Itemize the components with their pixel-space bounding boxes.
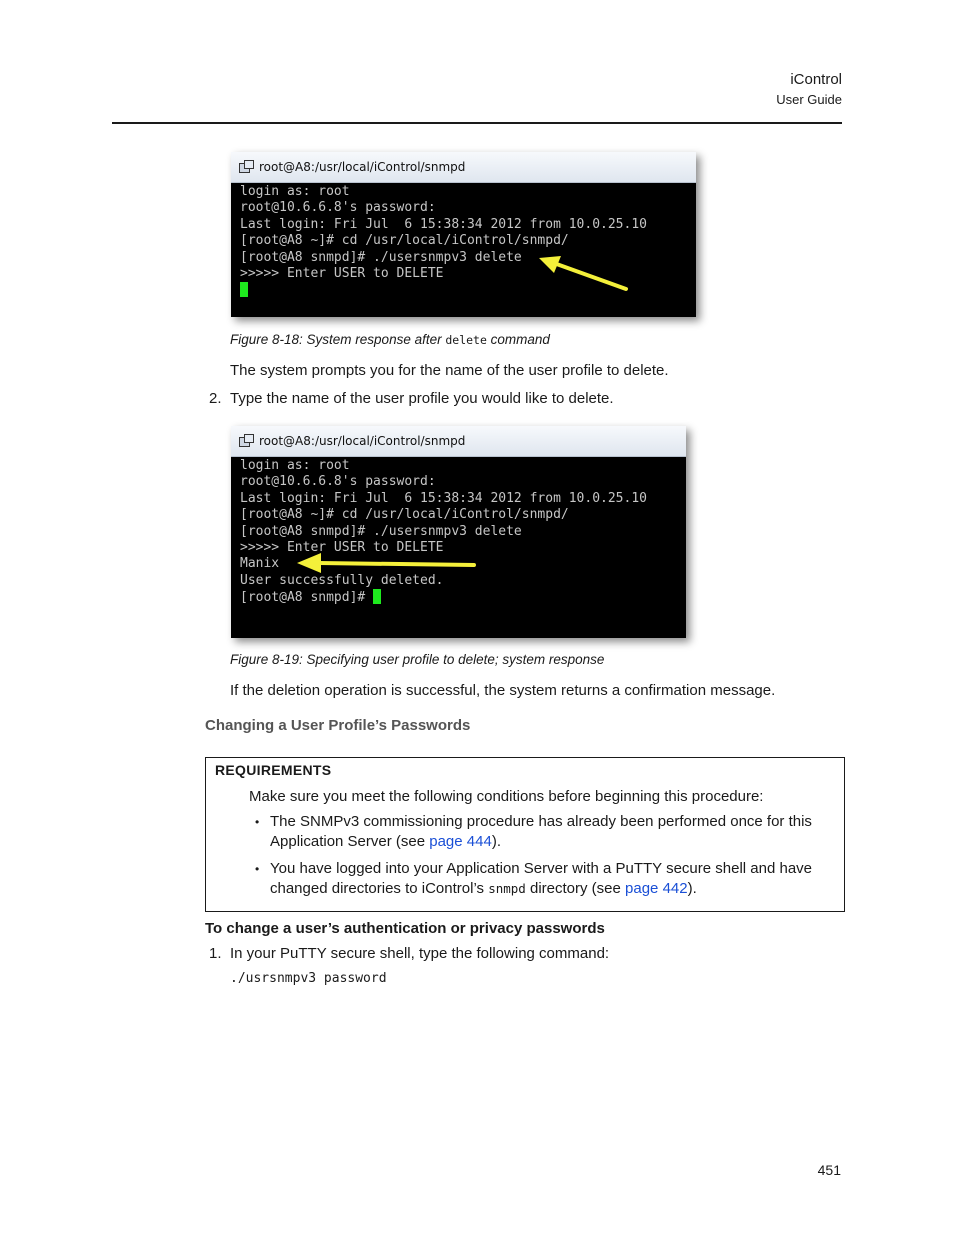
terminal-line: login as: root [240, 184, 350, 199]
terminal-line: [root@A8 ~]# cd /usr/local/iControl/snmpd/ [240, 233, 569, 249]
page-444-link[interactable]: page 444 [429, 833, 492, 850]
inline-code: snmpd [488, 881, 526, 896]
procedure-heading: To change a user’s authentication or privacy passwords [205, 920, 605, 937]
figure-caption-2: Figure 8-19: Specifying user profile to delete; system response [230, 652, 605, 667]
terminal-line: login as: root [240, 458, 350, 473]
paragraph: The system prompts you for the name of the user profile to delete. [230, 362, 669, 379]
terminal-line: [root@A8 ~]# cd /usr/local/iControl/snmpd/ [240, 507, 569, 523]
requirements-box [205, 757, 845, 912]
requirement-item: • You have logged into your Application Server with a PuTTY secure shell and have changed directories to iControl’s snmpd directory (see page 442). [255, 860, 813, 897]
terminal-line: root@10.6.6.8's password: [240, 474, 436, 490]
terminal-line: [root@A8 snmpd]# [240, 589, 686, 605]
inline-code: delete [445, 333, 487, 347]
yellow-arrow-icon [231, 152, 696, 317]
paragraph: If the deletion operation is successful, the system returns a confirmation message. [230, 682, 776, 699]
yellow-arrow-icon [231, 426, 686, 638]
terminal-line: root@10.6.6.8's password: [240, 200, 436, 216]
requirement-item: • The SNMPv3 commissioning procedure has already been performed once for this Application Server (see page 444). [255, 813, 812, 850]
terminal-line: User successfully deleted. [240, 572, 444, 588]
terminal-line: [root@A8 snmpd]# ./usersnmpv3 delete [240, 249, 522, 265]
figure-caption-1: Figure 8-18: System response after delete command [230, 332, 550, 347]
bullet-icon: • [255, 815, 260, 829]
terminal-line: Manix [240, 556, 280, 572]
requirements-title: REQUIREMENTS [215, 762, 332, 778]
terminal-line: Last login: Fri Jul 6 15:38:34 2012 from 10.0.25.10 [240, 216, 647, 232]
step-text: In your PuTTY secure shell, type the following command: [230, 945, 610, 962]
terminal-window-title: root@A8:/usr/local/iControl/snmpd [259, 160, 466, 174]
terminal-window-title: root@A8:/usr/local/iControl/snmpd [259, 434, 466, 448]
requirements-intro: Make sure you meet the following conditions before beginning this procedure: [249, 788, 764, 805]
terminal-screenshot-2 [231, 426, 686, 638]
code-command: ./usrsnmpv3 password [230, 971, 387, 986]
section-heading: Changing a User Profile’s Passwords [205, 717, 471, 734]
bullet-icon: • [255, 862, 260, 876]
terminal-screenshot-1 [231, 152, 696, 317]
terminal-line: >>>>> Enter USER to DELETE [240, 265, 444, 281]
header-title: iControl [790, 71, 842, 88]
page-number: 451 [817, 1162, 841, 1178]
terminal-line: [root@A8 snmpd]# ./usersnmpv3 delete [240, 523, 522, 539]
page-442-link[interactable]: page 442 [625, 880, 688, 897]
step-number: 1. [209, 945, 222, 962]
step-number: 2. [209, 390, 222, 407]
step-text: Type the name of the user profile you would like to delete. [230, 390, 614, 407]
terminal-line: Last login: Fri Jul 6 15:38:34 2012 from 10.0.25.10 [240, 490, 647, 506]
header-rule [112, 122, 842, 124]
terminal-line: >>>>> Enter USER to DELETE [240, 539, 444, 555]
header-subtitle: User Guide [776, 92, 842, 107]
